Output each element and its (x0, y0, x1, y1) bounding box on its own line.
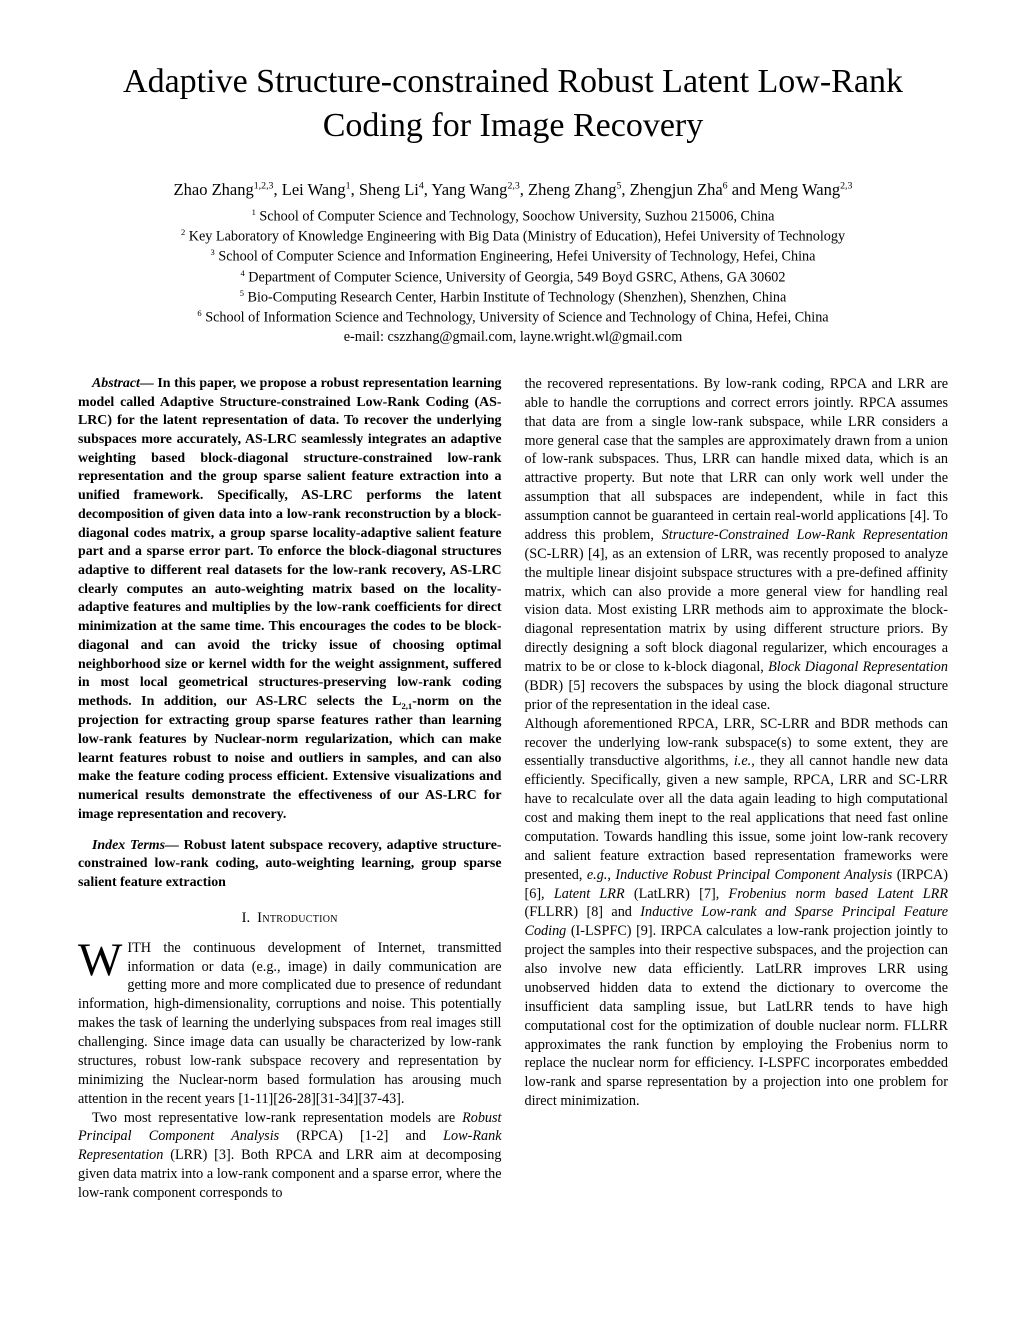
dropcap-letter: W (78, 933, 123, 986)
abstract-paragraph: Abstract— In this paper, we propose a robust representation learning model called Adaptive Structure-constrained Low-Rank Coding (AS-LRC) for the latent representation of data. To recover the underlying subspaces more accurately, AS-LRC seamlessly integrates an adaptive weighting based block-diagonal structure-constrained low-rank representation and the group sparse salient feature extraction into a unified framework. Specifically, AS-LRC performs the latent decomposition of given data into a low-rank reconstruction by a block-diagonal codes matrix, a group sparse locality-adaptive salient feature part and a sparse error part. To enforce the block-diagonal structures adaptive to different real datasets for the low-rank recovery, AS-LRC clearly computes an auto-weighting matrix based on the locality-adaptive features and multiplies by the low-rank coefficients for direct minimization at the same time. This encourages the codes to be block-diagonal and can avoid the tricky issue of choosing optimal neighborhood size or kernel width for the weight assignment, suffered in most local geometrical structures-preserving low-rank coding methods. In addition, our AS-LRC selects the $L_{2,1}$-norm on the projection for extracting group sparse features rather than learning low-rank features by Nuclear-norm regularization, which can make learnt features robust to noise and outliers in samples, and can also make the feature coding process efficient. Extensive visualizations and numerical results demonstrate the effectiveness of our AS-LRC for image representation and recovery. (78, 375, 502, 822)
affiliation-line: $^6$ School of Information Science and Technology, University of Science and Technology of China, Hefei, China (197, 307, 829, 326)
affiliations-block (78, 207, 948, 347)
intro-paragraph-1-text: ITH the continuous development of Internet, transmitted information or data (e.g., image) in daily communication are getting more and more complicated due to presence of redundant information, high-dimensionality, corruptions and noise. This potentially makes the task of learning the underlying subspaces from real images still challenging. Since image data can usually be characterized by low-rank structures, robust low-rank subspace recovery and representation by minimizing the Nuclear-norm based formulation has arousing much attention in the recent years [1-11][26-28][31-34][37-43]. (78, 939, 502, 1107)
page-header (78, 60, 948, 347)
intro-paragraph-2: Two most representative low-rank representation models are Robust Principal Component Analysis (RPCA) [1-2] and Low-Rank Representation (LRR) [3]. Both RPCA and LRR aim at decomposing given data matrix into a low-rank component and a sparse error, where the low-rank component corresponds to (78, 1109, 502, 1201)
left-column (78, 375, 502, 1203)
email-line: e-mail: cszzhang@gmail.com, layne.wright.wl@gmail.com (343, 328, 683, 345)
authors-line: Zhao Zhang$^{1,2,3}$, Lei Wang$^1$, Sheng Li$^4$, Yang Wang$^{2,3}$, Zheng Zhang$^5$, Zhengjun Zha$^6$ and Meng Wang$^{2,3}$ (173, 180, 853, 200)
right-paragraph-1: the recovered representations. By low-rank coding, RPCA and LRR are able to handle the corruptions and correct errors jointly. RPCA assumes that data are from a single low-rank subspace, while LRR considers a more general case that the samples are approximately drawn from a union of low-rank subspaces. Thus, LRR can handle mixed data, which is an attractive property. But note that LRR can only work well under the assumption that all subspaces are independent, while in fact this assumption cannot be guaranteed in certain real-world applications [4]. To address this problem, Structure-Constrained Low-Rank Representation (SC-LRR) [4], as an extension of LRR, was recently proposed to analyze the multiple linear disjoint subspace structures with a pre-defined affinity matrix, which can also provide a more general view for handling real vision data. Most existing LRR methods aim to approximate the block-diagonal representation matrix by using different structure priors. By directly designing a soft block diagonal regularizer, which encourages a matrix to be or close to k-block diagonal, Block Diagonal Representation (BDR) [5] recovers the subspaces by using the block diagonal structure prior of the representation in the ideal case. (524, 375, 949, 713)
affiliation-line: $^4$ Department of Computer Science, University of Georgia, 549 Boyd GSRC, Athens, GA 30602 (240, 267, 786, 286)
section-heading-introduction (78, 910, 502, 927)
affiliation-line: $^3$ School of Computer Science and Information Engineering, Hefei University of Technology, Hefei, China (210, 247, 816, 266)
index-terms-paragraph: Index Terms— Robust latent subspace recovery, adaptive structure-constrained low-rank coding, auto-weighting learning, group sparse salient feature extraction (78, 837, 502, 890)
paper-title: Adaptive Structure-constrained Robust Latent Low-Rank Coding for Image Recovery (123, 63, 903, 145)
affiliation-line: $^5$ Bio-Computing Research Center, Harbin Institute of Technology (Shenzhen), Shenzhen, China (239, 287, 787, 306)
right-column (525, 375, 949, 1203)
section-title: Introduction (257, 909, 338, 926)
affiliation-line: $^1$ School of Computer Science and Technology, Soochow University, Suzhou 215006, China (251, 207, 775, 226)
two-column-body (78, 375, 948, 1203)
intro-paragraph-1 (78, 933, 502, 1109)
right-paragraph-2: Although aforementioned RPCA, LRR, SC-LRR and BDR methods can recover the underlying low-rank subspace(s) to some extent, they are essentially transductive algorithms, i.e., they all cannot handle new data efficiently. Specifically, given a new sample, RPCA, LRR and SC-LRR have to recalculate over all the data again leading to high computational cost and making them inept to the real applications that need fast online computation. Towards handling this issue, some joint low-rank recovery and salient feature extraction based representation frameworks were presented, e.g., Inductive Robust Principal Component Analysis (IRPCA) [6], Latent LRR (LatLRR) [7], Frobenius norm based Latent LRR (FLLRR) [8] and Inductive Low-rank and Sparse Principal Feature Coding (I-LSPFC) [9]. IRPCA calculates a low-rank projection jointly to project the samples into their respective subspaces, and the projection can also involve new data efficiently. LatLRR improves LRR using unobserved hidden data to extend the dictionary to overcome the insufficient data sampling issue, but LatLRR tends to have high computational cost for the optimization of double nuclear norm. FLLRR approximates the rank function by employing the Frobenius norm to replace the nuclear norm for efficiency. I-LSPFC incorporates embedded low-rank and sparse representation by a projection into one problem for direct minimization. (524, 715, 948, 1110)
section-number: I. (241, 909, 251, 926)
affiliation-line: $^2$ Key Laboratory of Knowledge Engineering with Big Data (Ministry of Education), Hefei University of Technology (180, 227, 846, 246)
